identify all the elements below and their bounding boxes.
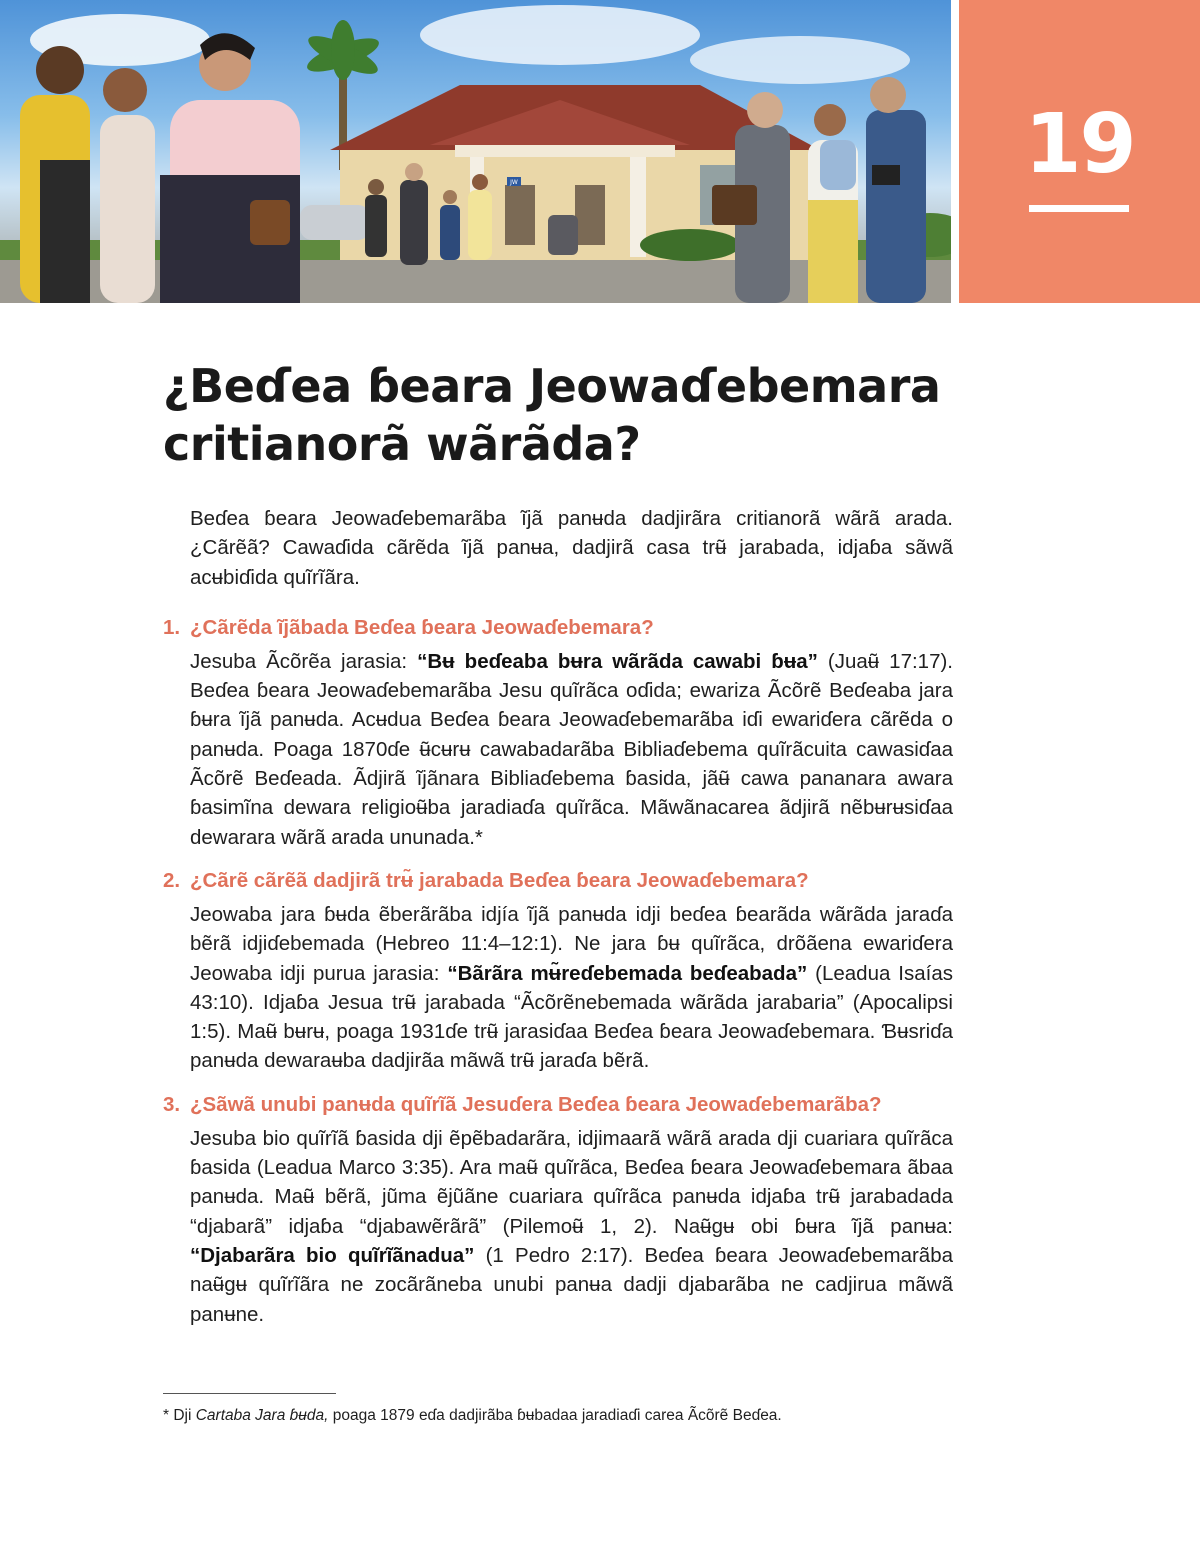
footnote-marker: * Dji (163, 1407, 196, 1424)
answer-text: Jesuba bio quĩrĩã ɓasida dji ẽpẽbadarãra, idjimaarã wãrã arada dji cuariara quĩrãca ɓasida (Leadua Marco 3:35). Ara maʉ̃ quĩrãca, Beɗea ɓeara Jeowaɗebemara ãbaa panʉda. Maʉ̃ bẽrã, jũma ẽjũãne cuariara quĩrãca panʉda idjaɓa trʉ̃ jarabadada “djabarã” idjaɓa “djabawẽrãrã” (Pilemoʉ̃ 1, 2). Naʉ̃gʉ obi ɓʉra ĩjã panʉa: (190, 1126, 953, 1238)
question-heading-2 (163, 867, 953, 894)
lesson-number-block (959, 0, 1200, 303)
answer-text: Jeowaba jara ɓʉda ẽberãrãba idjía ĩjã panʉda idji beɗea ɓearãda wãrãda jaraɗa bẽrã idjiɗebemada (Hebreo 11:4–12:1). Ne jara ɓʉ quĩrãca, drõãena ewariɗera Jeowaba idji purua jarasia: (190, 902, 953, 985)
lesson-body (163, 504, 953, 1344)
footnote-text: poaga 1879 eɗa dadjirãba ɓʉbadaa jaradiaɗi carea Ãcõrẽ Beɗea. (328, 1407, 782, 1424)
answer-text: (1 Pedro 2:17). Beɗea ɓeara Jeowaɗebemarãba naʉ̃gʉ quĩrĩãra ne zocãrãneba unubi panʉa dadji djabarãba ne cadjirua mãwã panʉne. (190, 1243, 953, 1326)
building-sign: JW (510, 179, 518, 186)
answer-text: (Leadua Isaías 43:10). Idjaɓa Jesua trʉ̃ jarabada “Ãcõrẽnebemada wãrãda jarabaria” (Apocalipsi 1:5). Maʉ̃ bʉrʉ, poaga 1931ɗe trʉ̃ jarasiɗaa Beɗea ɓeara Jeowaɗebemara. Ɓʉsriɗa panʉda dewaraʉba dadjirãa mãwã trʉ̃ jaraɗa bẽrã. (190, 961, 953, 1073)
question-number: 3. (163, 1092, 181, 1116)
question-section-3 (163, 1091, 953, 1329)
intro-paragraph: Beɗea ɓeara Jeowaɗebemarãba ĩjã panʉda dadjirãra critianorã wãrã arada. ¿Cãrẽã? Cawaɗida cãrẽda ĩjã panʉa, dadjirã casa trʉ̃ jarabada, idjaɓa sãwã acʉbiɗida quĩrĩãra. (190, 507, 953, 589)
page-title-line-2: critianorã wãrãda? (163, 417, 641, 471)
answer-paragraph-2 (163, 900, 953, 1076)
answer-text: Jesuba Ãcõrẽa jarasia: (190, 649, 418, 673)
question-text: ¿Cãrẽda ĩjãbada Beɗea ɓeara Jeowaɗebemara? (190, 615, 654, 639)
question-text: ¿Sãwã unubi panʉda quĩrĩã Jesuɗera Beɗea ɓeara Jeowaɗebemarãba? (190, 1092, 882, 1116)
answer-paragraph-1 (163, 647, 953, 852)
question-heading-3 (163, 1091, 953, 1118)
photo-scene (0, 0, 951, 303)
question-number: 1. (163, 615, 181, 639)
answer-text: (Juaʉ̃ 17:17). Beɗea ɓeara Jeowaɗebemarãba Jesu quĩrãca oɗida; ewariza Ãcõrẽ Beɗeaba jara ɓʉra ĩjã panʉda. Acʉdua Beɗea ɓeara Jeowaɗebemarãba iɗi ewariɗera cãrẽda o panʉda. Poaga 1870ɗe ʉ̃cʉrʉ cawabadarãba Bibliaɗebema quĩrãcuita cawasiɗaa Ãcõrẽ Beɗeada. Ãdjirã ĩjãnara Bibliaɗebema ɓasida, jãʉ̃ cawa pananara awara ɓasimĩna dewara religioʉ̃ba jaradiaɗa quĩrãca. Mãwãnacarea ãdjirã nẽbʉrʉsiɗaa dewarara wãrã arada ununada.* (190, 649, 953, 849)
lesson-number-underline (1029, 205, 1129, 212)
question-section-1 (163, 614, 953, 852)
scripture-quote: “Bʉ beɗeaba bʉra wãrãda cawabi ɓʉa” (417, 649, 818, 673)
footnote (163, 1405, 963, 1427)
cover-photo (0, 0, 951, 303)
question-text: ¿Cãrẽ cãrẽã dadjirã trʉ̃ jarabada Beɗea ɓeara Jeowaɗebemara? (190, 868, 809, 892)
page-title-line-1: ¿Beɗea ɓeara Jeowaɗebemara (163, 359, 941, 413)
footnote-divider (163, 1393, 336, 1394)
answer-paragraph-3 (163, 1124, 953, 1329)
question-heading-1 (163, 614, 953, 641)
scripture-quote: “Bãrãra mʉ̃reɗebemada beɗeabada” (447, 961, 808, 985)
question-section-2 (163, 867, 953, 1076)
lesson-number: 19 (1024, 97, 1135, 192)
question-number: 2. (163, 868, 181, 892)
footnote-book-title: Cartaba Jara ɓʉda, (195, 1407, 329, 1424)
scripture-quote: “Djabarãra bio quĩrĩãnadua” (190, 1243, 475, 1267)
page-title (163, 357, 963, 473)
